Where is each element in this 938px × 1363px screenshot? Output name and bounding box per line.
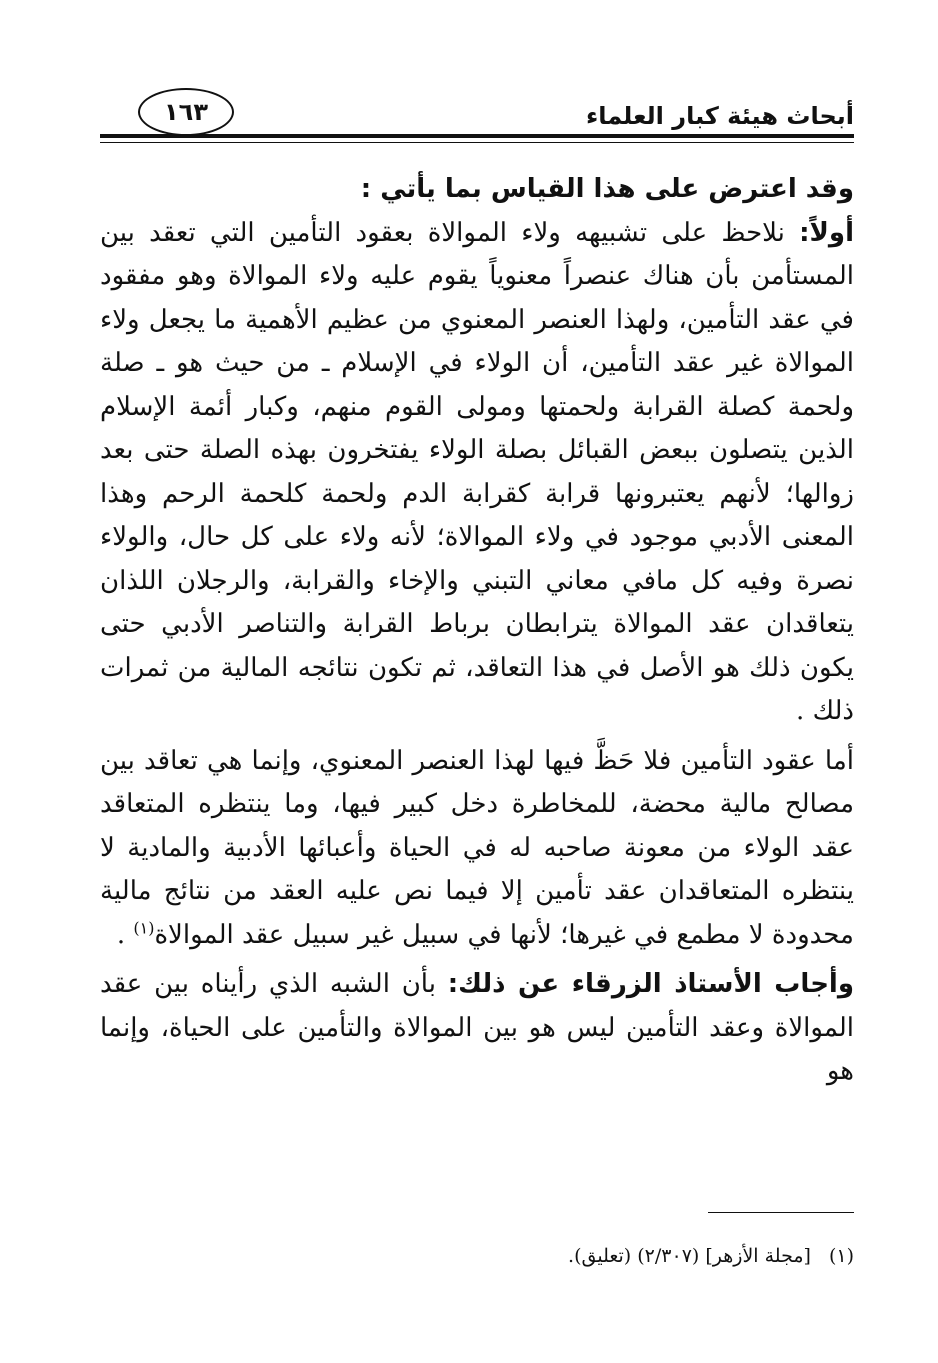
footnote-text: [مجلة الأزهر] (٢/٣٠٧) (تعليق). — [568, 1245, 811, 1267]
paragraph-1 — [100, 212, 854, 734]
footnote — [100, 1242, 854, 1270]
header-rule-thin — [100, 142, 854, 143]
intro-line: وقد اعترض على هذا القياس بما يأتي : — [360, 174, 854, 204]
body-text — [100, 168, 854, 1094]
paragraph-3 — [100, 963, 854, 1094]
paragraph-2-end: . — [116, 919, 134, 950]
header-rule — [100, 134, 854, 138]
paragraph-2 — [100, 740, 854, 958]
page-number: ١٦٣ — [164, 98, 208, 126]
paragraph-3-text: بأن الشبه الذي رأيناه بين عقد الموالاة وعقد التأمين ليس هو بين الموالاة والتأمين على الحياة، وإنما هو — [100, 969, 854, 1086]
footnote-reference[interactable]: (١) — [133, 917, 155, 937]
footnote-separator — [708, 1212, 854, 1213]
page-number-badge — [138, 88, 234, 136]
paragraph-1-text: نلاحظ على تشبيهه ولاء الموالاة بعقود التأمين التي تعقد بين المستأمن بأن هناك عنصراً معنوياً يقوم عليه ولاء الموالاة وهو مفقود في عقد التأمين، ولهذا العنصر المعنوي من عظيم الأهمية ما يجعل ولاء الموالاة غير عقد التأمين، أن الولاء في الإسلام ـ من حيث هو ـ صلة ولحمة كصلة القرابة ولحمتها ومولى القوم منهم، وكبار أئمة الإسلام الذين يتصلون ببعض القبائل بصلة الولاء يفتخرون بهذه الصلة حتى بعد زوالها؛ لأنهم يعتبرونها قرابة كقرابة الدم ولحمة كلحمة الرحم وهذا المعنى الأدبي موجود في ولاء الموالاة؛ لأنه ولاء على كل حال، والولاء نصرة وفيه كل مافي معاني التبني والإخاء والقرابة، والرجلان اللذان يتعاقدان عقد الموالاة يترابطان برباط القرابة والتناصر الأدبي حتى يكون ذلك هو الأصل في هذا التعاقد، ثم تكون نتائجه المالية من ثمرات ذلك . — [100, 217, 855, 726]
paragraph-1-lead: أولاً: — [799, 217, 854, 248]
page-header — [100, 80, 854, 150]
running-title: أبحاث هيئة كبار العلماء — [585, 102, 854, 130]
paragraph-3-lead: وأجاب الأستاذ الزرقاء عن ذلك: — [447, 969, 855, 999]
footnote-number: (١) — [828, 1245, 854, 1267]
paragraph-2-text: أما عقود التأمين فلا حَظَّ فيها لهذا العنصر المعنوي، وإنما هي تعاقد بين مصالح مالية محضة، للمخاطرة دخل كبير فيها، وما ينتظره المتعاقد عقد الولاء من معونة صاحبه له في الحياة وأعبائها الأدبية والمادية لا ينتظره المتعاقدان عقد تأمين إلا فيما نص عليه العقد من نتائج مالية محدودة لا مطمع في غيرها؛ لأنها في سبيل غير سبيل عقد الموالاة — [100, 745, 854, 950]
